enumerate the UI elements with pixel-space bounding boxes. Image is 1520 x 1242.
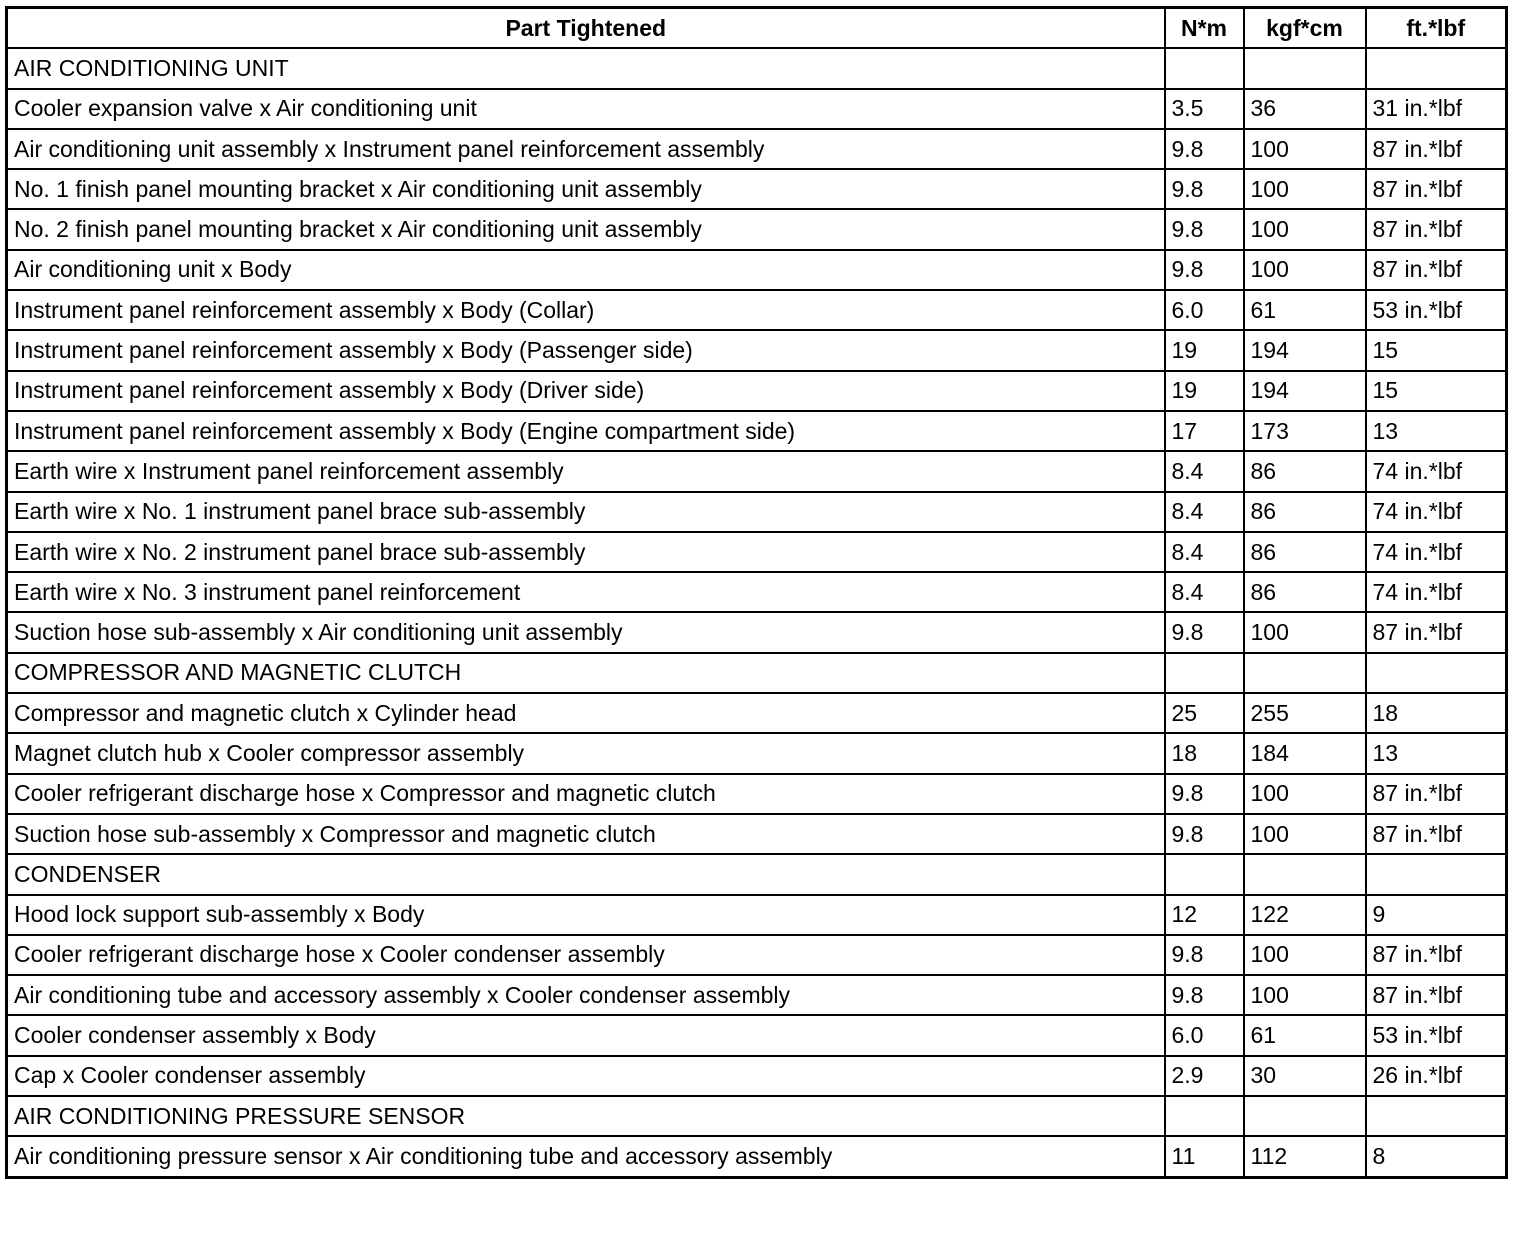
kgfcm-cell: 100 bbox=[1244, 814, 1366, 854]
part-tightened-cell: Cap x Cooler condenser assembly bbox=[7, 1056, 1165, 1096]
part-tightened-cell: Instrument panel reinforcement assembly x Body (Passenger side) bbox=[7, 330, 1165, 370]
table-row bbox=[7, 854, 1507, 894]
ftlbf-cell: 87 in.*lbf bbox=[1366, 975, 1507, 1015]
part-tightened-cell: Compressor and magnetic clutch x Cylinder head bbox=[7, 693, 1165, 733]
nm-cell: 9.8 bbox=[1165, 250, 1244, 290]
kgfcm-cell: 100 bbox=[1244, 129, 1366, 169]
ftlbf-cell: 18 bbox=[1366, 693, 1507, 733]
table-row bbox=[7, 653, 1507, 693]
nm-cell: 6.0 bbox=[1165, 1015, 1244, 1055]
table-row bbox=[7, 330, 1507, 370]
part-tightened-cell: Cooler expansion valve x Air conditioning unit bbox=[7, 89, 1165, 129]
part-tightened-cell: Cooler condenser assembly x Body bbox=[7, 1015, 1165, 1055]
ftlbf-cell: 87 in.*lbf bbox=[1366, 774, 1507, 814]
table-row bbox=[7, 290, 1507, 330]
nm-cell bbox=[1165, 854, 1244, 894]
part-tightened-cell: Instrument panel reinforcement assembly x Body (Engine compartment side) bbox=[7, 411, 1165, 451]
nm-cell: 8.4 bbox=[1165, 572, 1244, 612]
kgfcm-cell bbox=[1244, 1096, 1366, 1136]
ftlbf-cell bbox=[1366, 1096, 1507, 1136]
ftlbf-cell: 9 bbox=[1366, 895, 1507, 935]
kgfcm-cell bbox=[1244, 48, 1366, 88]
header-part-tightened: Part Tightened bbox=[7, 8, 1165, 49]
nm-cell: 12 bbox=[1165, 895, 1244, 935]
ftlbf-cell: 53 in.*lbf bbox=[1366, 1015, 1507, 1055]
ftlbf-cell: 87 in.*lbf bbox=[1366, 250, 1507, 290]
ftlbf-cell bbox=[1366, 854, 1507, 894]
table-row bbox=[7, 935, 1507, 975]
part-tightened-cell: Instrument panel reinforcement assembly x Body (Driver side) bbox=[7, 371, 1165, 411]
part-tightened-cell: CONDENSER bbox=[7, 854, 1165, 894]
table-body bbox=[7, 48, 1507, 1177]
part-tightened-cell: Instrument panel reinforcement assembly x Body (Collar) bbox=[7, 290, 1165, 330]
ftlbf-cell: 87 in.*lbf bbox=[1366, 209, 1507, 249]
part-tightened-cell: Magnet clutch hub x Cooler compressor assembly bbox=[7, 733, 1165, 773]
nm-cell: 9.8 bbox=[1165, 612, 1244, 652]
table-row bbox=[7, 733, 1507, 773]
nm-cell: 18 bbox=[1165, 733, 1244, 773]
part-tightened-cell: Air conditioning tube and accessory assembly x Cooler condenser assembly bbox=[7, 975, 1165, 1015]
ftlbf-cell: 74 in.*lbf bbox=[1366, 572, 1507, 612]
kgfcm-cell: 100 bbox=[1244, 250, 1366, 290]
table-row bbox=[7, 250, 1507, 290]
kgfcm-cell: 86 bbox=[1244, 572, 1366, 612]
table-row bbox=[7, 693, 1507, 733]
table-row bbox=[7, 1136, 1507, 1177]
kgfcm-cell: 194 bbox=[1244, 330, 1366, 370]
table-row bbox=[7, 895, 1507, 935]
kgfcm-cell bbox=[1244, 653, 1366, 693]
table-row bbox=[7, 532, 1507, 572]
part-tightened-cell: No. 2 finish panel mounting bracket x Air conditioning unit assembly bbox=[7, 209, 1165, 249]
part-tightened-cell: Cooler refrigerant discharge hose x Compressor and magnetic clutch bbox=[7, 774, 1165, 814]
part-tightened-cell: Earth wire x Instrument panel reinforcement assembly bbox=[7, 451, 1165, 491]
nm-cell: 17 bbox=[1165, 411, 1244, 451]
table-row bbox=[7, 129, 1507, 169]
nm-cell: 8.4 bbox=[1165, 451, 1244, 491]
nm-cell bbox=[1165, 1096, 1244, 1136]
header-kgfcm: kgf*cm bbox=[1244, 8, 1366, 49]
kgfcm-cell: 184 bbox=[1244, 733, 1366, 773]
table-row bbox=[7, 774, 1507, 814]
part-tightened-cell: Hood lock support sub-assembly x Body bbox=[7, 895, 1165, 935]
kgfcm-cell: 86 bbox=[1244, 532, 1366, 572]
torque-spec-table bbox=[5, 6, 1508, 1179]
nm-cell: 8.4 bbox=[1165, 532, 1244, 572]
header-ftlbf: ft.*lbf bbox=[1366, 8, 1507, 49]
ftlbf-cell: 13 bbox=[1366, 733, 1507, 773]
ftlbf-cell: 15 bbox=[1366, 330, 1507, 370]
nm-cell: 3.5 bbox=[1165, 89, 1244, 129]
ftlbf-cell: 87 in.*lbf bbox=[1366, 169, 1507, 209]
part-tightened-cell: Air conditioning pressure sensor x Air conditioning tube and accessory assembly bbox=[7, 1136, 1165, 1177]
kgfcm-cell: 100 bbox=[1244, 774, 1366, 814]
nm-cell: 25 bbox=[1165, 693, 1244, 733]
kgfcm-cell: 100 bbox=[1244, 935, 1366, 975]
nm-cell: 8.4 bbox=[1165, 492, 1244, 532]
part-tightened-cell: Earth wire x No. 1 instrument panel brace sub-assembly bbox=[7, 492, 1165, 532]
header-nm: N*m bbox=[1165, 8, 1244, 49]
part-tightened-cell: No. 1 finish panel mounting bracket x Air conditioning unit assembly bbox=[7, 169, 1165, 209]
kgfcm-cell: 122 bbox=[1244, 895, 1366, 935]
part-tightened-cell: Suction hose sub-assembly x Air conditioning unit assembly bbox=[7, 612, 1165, 652]
kgfcm-cell: 86 bbox=[1244, 492, 1366, 532]
nm-cell: 9.8 bbox=[1165, 935, 1244, 975]
kgfcm-cell: 86 bbox=[1244, 451, 1366, 491]
ftlbf-cell: 26 in.*lbf bbox=[1366, 1056, 1507, 1096]
ftlbf-cell: 31 in.*lbf bbox=[1366, 89, 1507, 129]
nm-cell bbox=[1165, 48, 1244, 88]
kgfcm-cell: 61 bbox=[1244, 290, 1366, 330]
part-tightened-cell: Cooler refrigerant discharge hose x Cooler condenser assembly bbox=[7, 935, 1165, 975]
ftlbf-cell: 87 in.*lbf bbox=[1366, 935, 1507, 975]
table-row bbox=[7, 209, 1507, 249]
nm-cell: 9.8 bbox=[1165, 774, 1244, 814]
kgfcm-cell: 100 bbox=[1244, 209, 1366, 249]
kgfcm-cell: 255 bbox=[1244, 693, 1366, 733]
part-tightened-cell: AIR CONDITIONING UNIT bbox=[7, 48, 1165, 88]
nm-cell: 9.8 bbox=[1165, 975, 1244, 1015]
table-row bbox=[7, 371, 1507, 411]
part-tightened-cell: Air conditioning unit assembly x Instrument panel reinforcement assembly bbox=[7, 129, 1165, 169]
table-row bbox=[7, 612, 1507, 652]
table-row bbox=[7, 411, 1507, 451]
table-row bbox=[7, 89, 1507, 129]
kgfcm-cell: 30 bbox=[1244, 1056, 1366, 1096]
nm-cell bbox=[1165, 653, 1244, 693]
nm-cell: 9.8 bbox=[1165, 169, 1244, 209]
ftlbf-cell: 15 bbox=[1366, 371, 1507, 411]
kgfcm-cell: 112 bbox=[1244, 1136, 1366, 1177]
table-row bbox=[7, 48, 1507, 88]
kgfcm-cell: 100 bbox=[1244, 612, 1366, 652]
part-tightened-cell: Earth wire x No. 3 instrument panel reinforcement bbox=[7, 572, 1165, 612]
kgfcm-cell: 61 bbox=[1244, 1015, 1366, 1055]
table-row bbox=[7, 975, 1507, 1015]
ftlbf-cell bbox=[1366, 653, 1507, 693]
ftlbf-cell: 74 in.*lbf bbox=[1366, 492, 1507, 532]
table-row bbox=[7, 1096, 1507, 1136]
table-row bbox=[7, 169, 1507, 209]
kgfcm-cell: 194 bbox=[1244, 371, 1366, 411]
part-tightened-cell: Suction hose sub-assembly x Compressor and magnetic clutch bbox=[7, 814, 1165, 854]
part-tightened-cell: COMPRESSOR AND MAGNETIC CLUTCH bbox=[7, 653, 1165, 693]
ftlbf-cell: 74 in.*lbf bbox=[1366, 532, 1507, 572]
kgfcm-cell: 100 bbox=[1244, 169, 1366, 209]
header-row bbox=[7, 8, 1507, 49]
kgfcm-cell: 173 bbox=[1244, 411, 1366, 451]
table-row bbox=[7, 451, 1507, 491]
ftlbf-cell: 87 in.*lbf bbox=[1366, 612, 1507, 652]
ftlbf-cell bbox=[1366, 48, 1507, 88]
part-tightened-cell: AIR CONDITIONING PRESSURE SENSOR bbox=[7, 1096, 1165, 1136]
nm-cell: 19 bbox=[1165, 371, 1244, 411]
ftlbf-cell: 87 in.*lbf bbox=[1366, 129, 1507, 169]
kgfcm-cell bbox=[1244, 854, 1366, 894]
nm-cell: 19 bbox=[1165, 330, 1244, 370]
table-row bbox=[7, 1056, 1507, 1096]
ftlbf-cell: 53 in.*lbf bbox=[1366, 290, 1507, 330]
ftlbf-cell: 74 in.*lbf bbox=[1366, 451, 1507, 491]
ftlbf-cell: 87 in.*lbf bbox=[1366, 814, 1507, 854]
nm-cell: 9.8 bbox=[1165, 814, 1244, 854]
part-tightened-cell: Air conditioning unit x Body bbox=[7, 250, 1165, 290]
nm-cell: 9.8 bbox=[1165, 129, 1244, 169]
kgfcm-cell: 100 bbox=[1244, 975, 1366, 1015]
table-row bbox=[7, 572, 1507, 612]
kgfcm-cell: 36 bbox=[1244, 89, 1366, 129]
table-row bbox=[7, 492, 1507, 532]
nm-cell: 9.8 bbox=[1165, 209, 1244, 249]
nm-cell: 2.9 bbox=[1165, 1056, 1244, 1096]
table-row bbox=[7, 1015, 1507, 1055]
nm-cell: 6.0 bbox=[1165, 290, 1244, 330]
part-tightened-cell: Earth wire x No. 2 instrument panel brace sub-assembly bbox=[7, 532, 1165, 572]
nm-cell: 11 bbox=[1165, 1136, 1244, 1177]
ftlbf-cell: 13 bbox=[1366, 411, 1507, 451]
table-row bbox=[7, 814, 1507, 854]
ftlbf-cell: 8 bbox=[1366, 1136, 1507, 1177]
